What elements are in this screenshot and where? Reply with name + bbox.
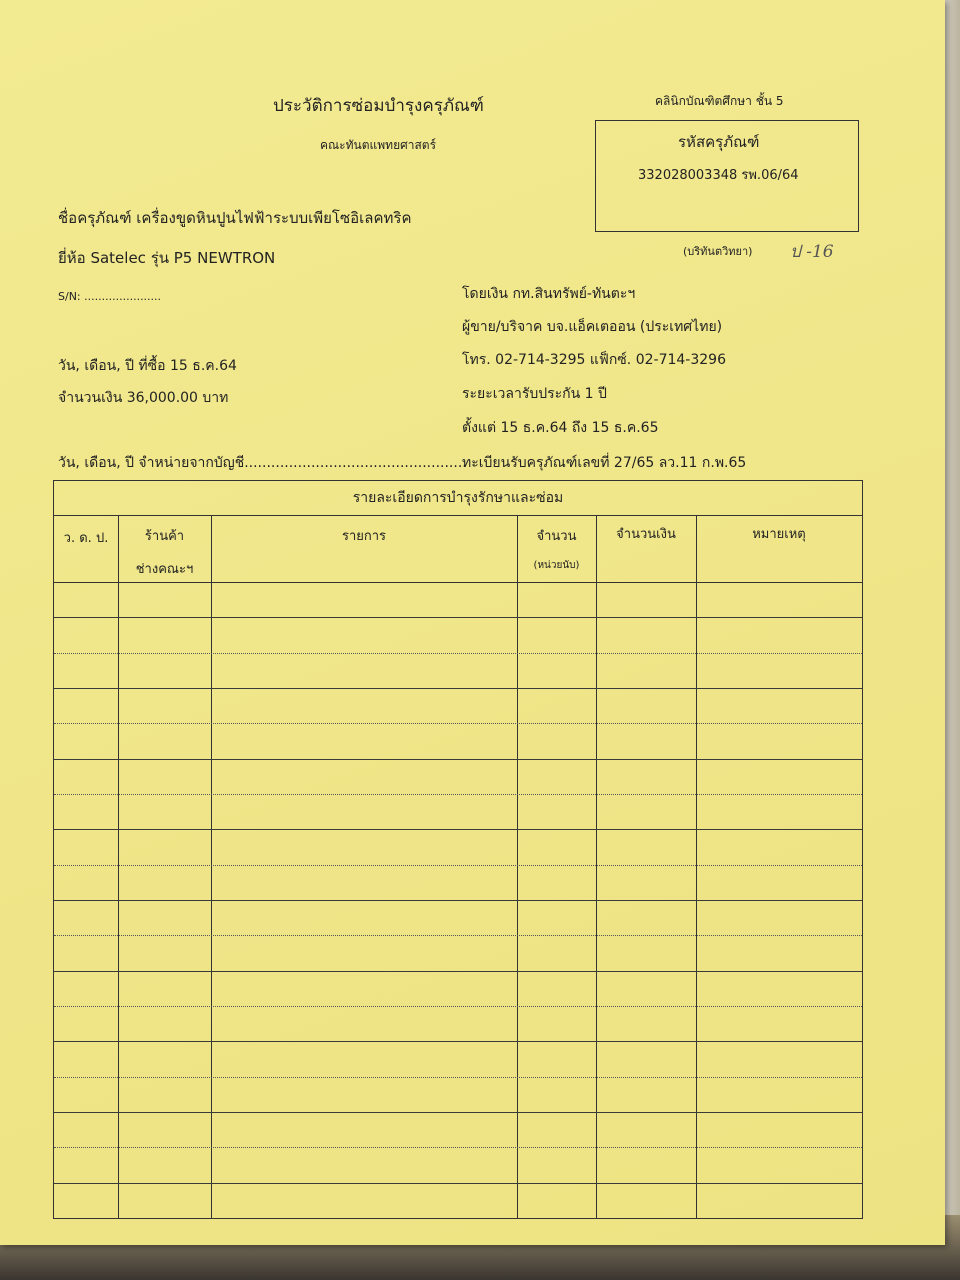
maintenance-table (53, 480, 863, 1219)
column-header-quantity: จำนวน (หน่วยนับ) (533, 529, 580, 571)
table-row (54, 865, 862, 866)
handwritten-mark: ป -16 (790, 242, 834, 262)
header-divider (54, 582, 862, 583)
contact-phone: โทร. 02-714-3295 แฟ็กซ์. 02-714-3296 (462, 352, 726, 368)
column-header-item: รายการ (341, 529, 387, 544)
registration-number: ทะเบียนรับครุภัณฑ์เลขที่ 27/65 ลว.11 ก.พ.65 (462, 455, 747, 471)
warranty-duration: ระยะเวลารับประกัน 1 ปี (462, 386, 607, 402)
table-title: รายละเอียดการบำรุงรักษาและซ่อม (54, 481, 862, 516)
seller: ผู้ขาย/บริจาค บจ.แอ็คเตออน (ประเทศไทย) (462, 319, 723, 335)
equipment-code-label: รหัสครุภัณฑ์ (678, 133, 760, 151)
table-row (54, 617, 862, 618)
table-row (54, 1006, 862, 1007)
clinic-label: คลินิกบัณฑิตศึกษา ชั้น 5 (655, 94, 784, 108)
table-row (54, 971, 862, 972)
faculty-label: คณะทันตแพทยศาสตร์ (320, 138, 437, 152)
equipment-brand: ยี่ห้อ Satelec รุ่น P5 NEWTRON (58, 249, 276, 267)
table-row (54, 794, 862, 795)
equipment-name: ชื่อครุภัณฑ์ เครื่องขูดหินปูนไฟฟ้าระบบเพียโซอิเลคทริค (58, 209, 412, 227)
column-header-vendor: ร้านค้า ช่างคณะฯ (135, 529, 194, 577)
table-row (54, 1183, 862, 1184)
purchase-amount: จำนวนเงิน 36,000.00 บาท (58, 390, 229, 406)
table-row (54, 1112, 862, 1113)
table-row (54, 1041, 862, 1042)
table-row (54, 900, 862, 901)
table-row (54, 653, 862, 654)
table-row (54, 1077, 862, 1078)
column-header-amount: จำนวนเงิน (616, 527, 676, 542)
warranty-period: ตั้งแต่ 15 ธ.ค.64 ถึง 15 ธ.ค.65 (462, 420, 659, 436)
equipment-code-value: 332028003348 รพ.06/64 (638, 168, 799, 183)
table-row (54, 829, 862, 830)
funding-source: โดยเงิน กท.สินทรัพย์-ทันตะฯ (462, 286, 636, 302)
purchase-date: วัน, เดือน, ปี ที่ซื้อ 15 ธ.ค.64 (58, 358, 237, 374)
company-note: (บริทันตวิทยา) (683, 245, 753, 258)
serial-number: S/N: ...................... (58, 290, 162, 303)
table-row (54, 935, 862, 936)
table-row (54, 1147, 862, 1148)
column-header-date: ว. ด. ป. (63, 531, 109, 546)
form-title: ประวัติการซ่อมบำรุงครุภัณฑ์ (273, 96, 484, 116)
table-row (54, 723, 862, 724)
disposal-date: วัน, เดือน, ปี จำหน่ายจากบัญชี.................................................. (58, 455, 467, 471)
table-row (54, 688, 862, 689)
column-header-remarks: หมายเหตุ (752, 527, 806, 542)
table-row (54, 759, 862, 760)
